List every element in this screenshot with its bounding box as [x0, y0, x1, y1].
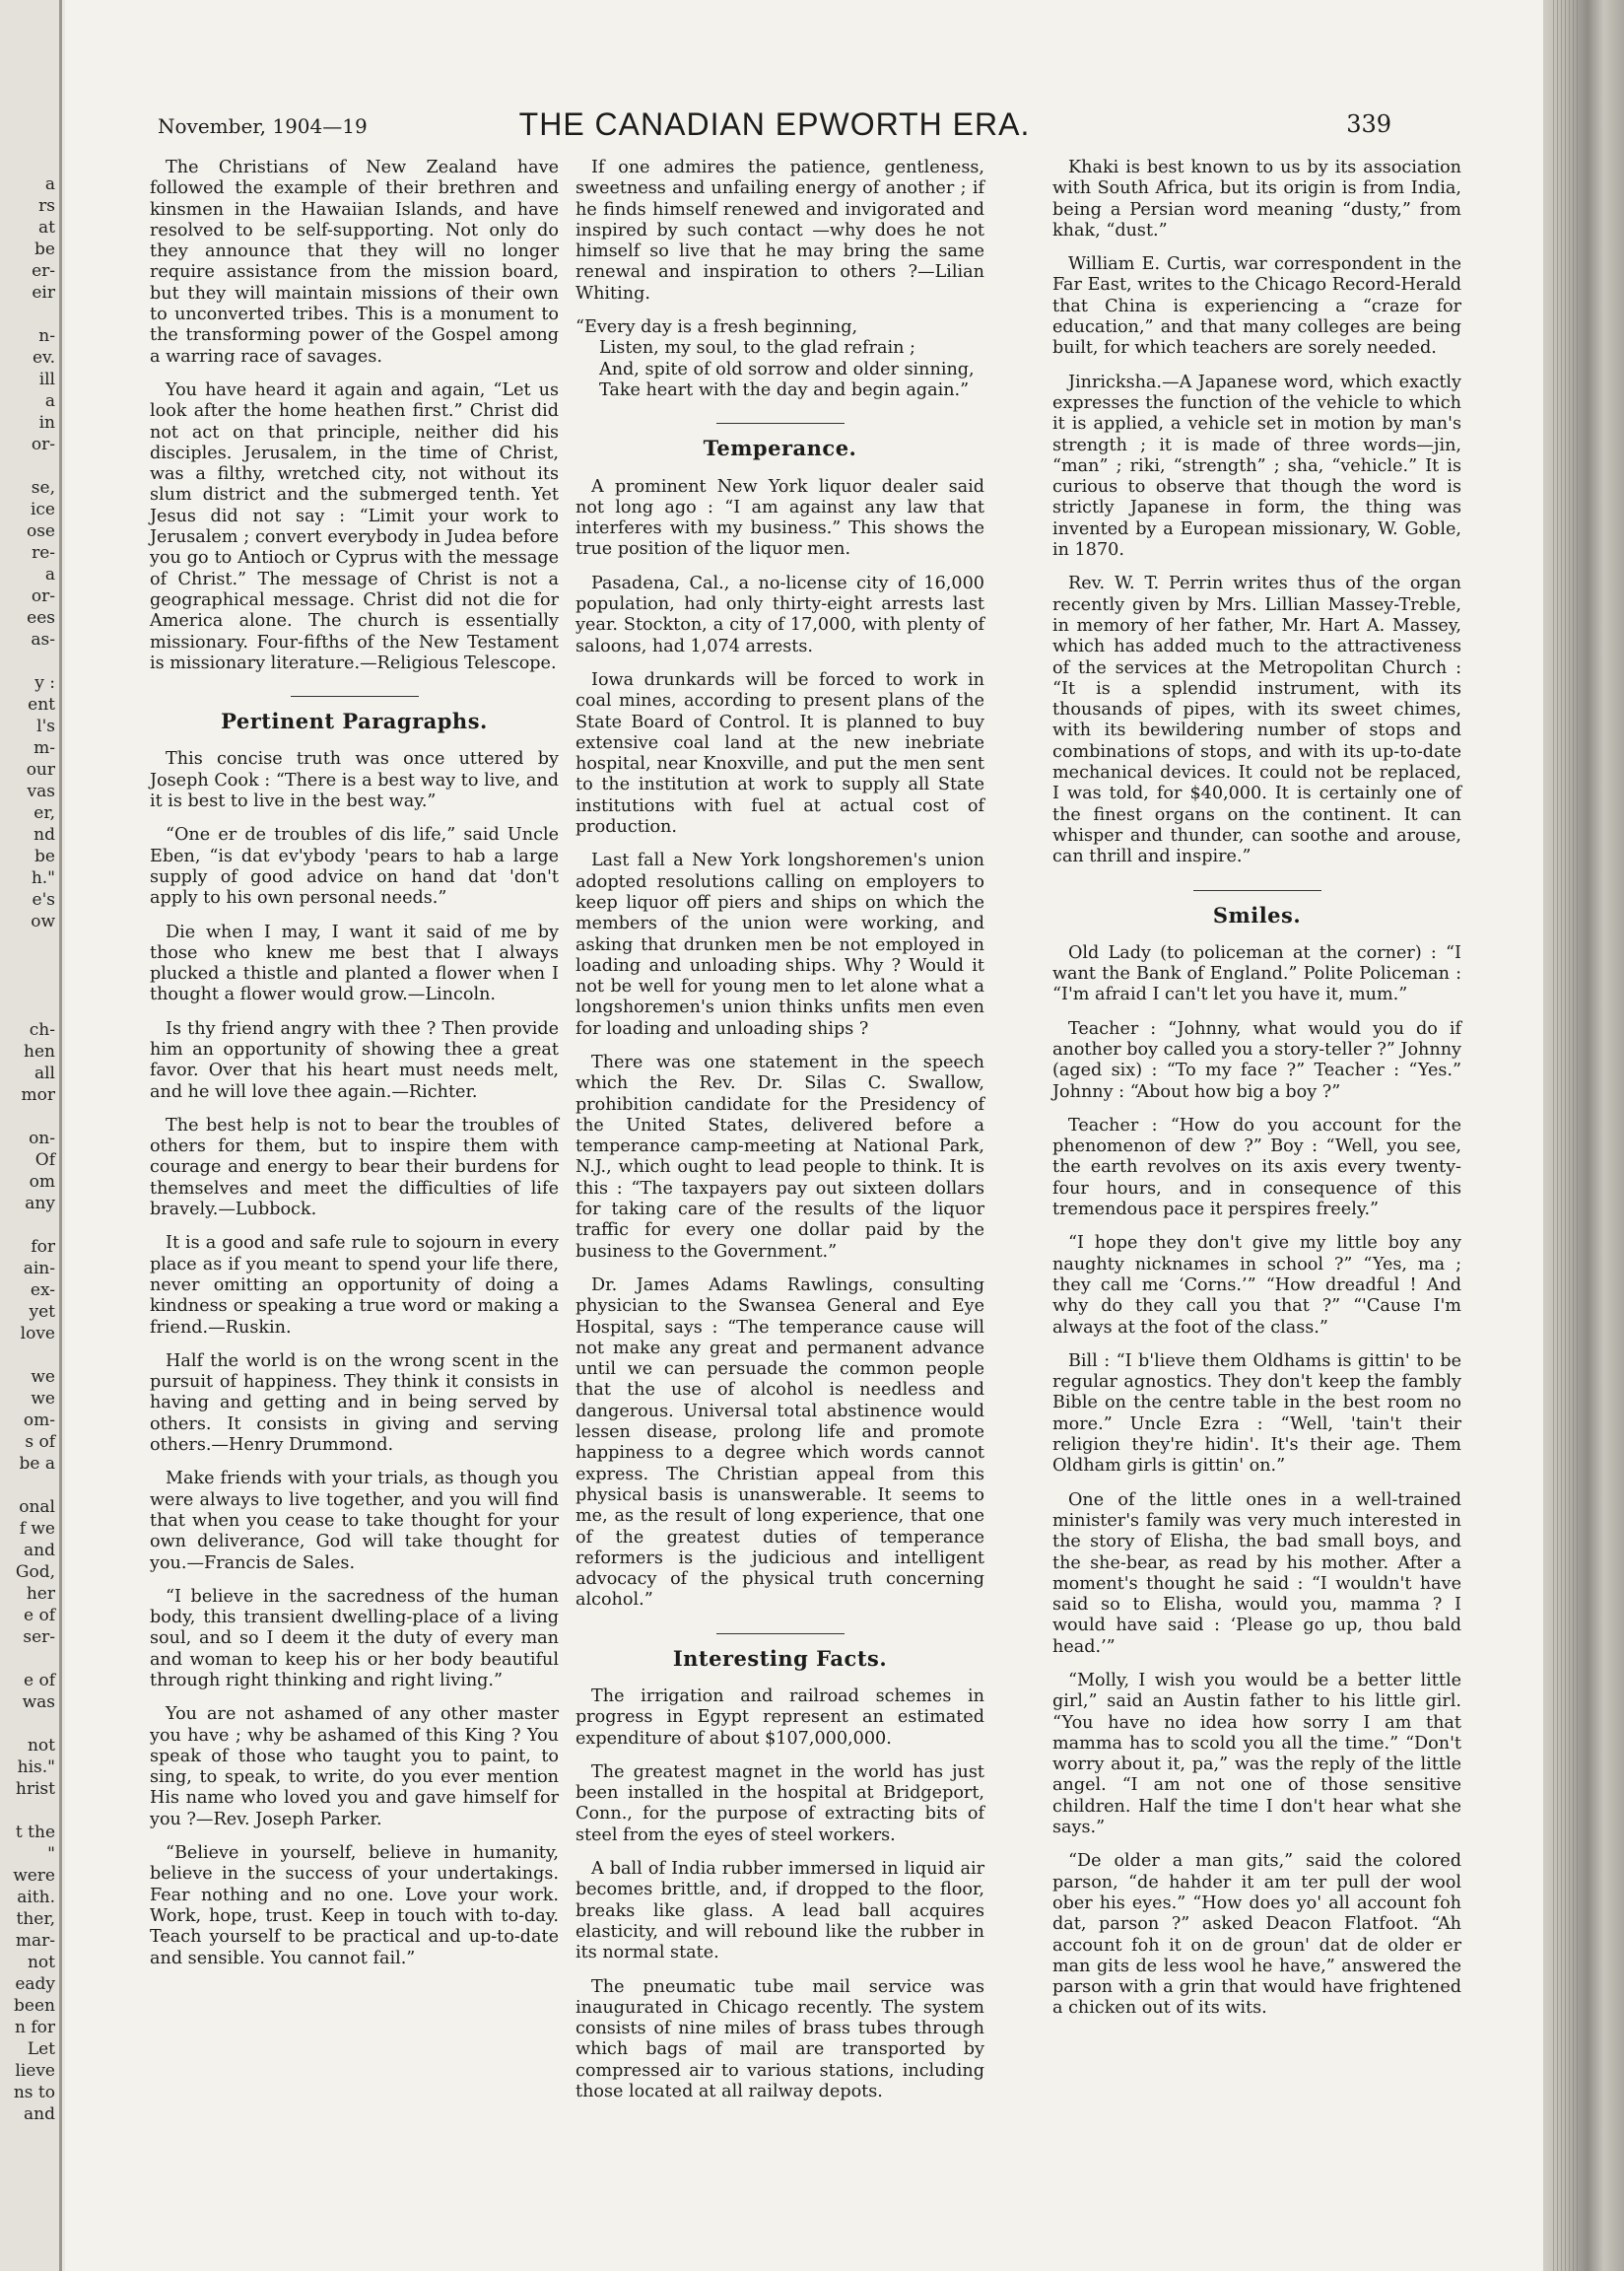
margin-fragment: Of	[34, 1150, 55, 1170]
section-heading: Pertinent Paragraphs.	[221, 709, 488, 734]
margin-fragment: a	[44, 174, 55, 194]
column-middle	[575, 158, 984, 2115]
margin-fragment: l's	[36, 717, 55, 736]
paragraph: “I hope they don't give my little boy any naughty nicknames in school ?” “Yes, ma ; they call me ‘Corns.’” “How dreadful ! And why do they call you that ?” “'Cause I'm always at the foot of the class.”	[1052, 1233, 1461, 1338]
margin-fragment: yet	[29, 1302, 55, 1322]
paragraph: Old Lady (to policeman at the corner) : “I want the Bank of England.” Polite Policeman : “I'm afraid I can't let you have it, mum.”	[1052, 942, 1461, 1005]
margin-fragment: onal	[19, 1497, 55, 1517]
margin-fragment: y :	[34, 673, 55, 693]
margin-fragment: we	[31, 1389, 55, 1409]
margin-fragment: s of	[25, 1432, 55, 1452]
margin-fragment: ain-	[23, 1259, 55, 1278]
paragraph: “Believe in yourself, believe in humanity, believe in the success of your undertakings. Fear nothing and no one. Love your work. Work, hope, trust. Keep in touch with to-day. Teach yourself to be practical and up-to-date and sensible. You cannot fail.”	[150, 1843, 559, 1968]
margin-fragment: his."	[17, 1757, 55, 1777]
margin-fragment: ns to	[13, 2083, 55, 2102]
margin-fragment: se,	[31, 478, 55, 498]
margin-fragment: or-	[31, 435, 55, 454]
margin-fragment: at	[38, 218, 55, 238]
column-left	[150, 158, 559, 1982]
section-divider	[1193, 890, 1321, 891]
margin-fragment: h."	[31, 868, 55, 888]
page-header	[95, 106, 1455, 146]
margin-fragment: or-	[31, 586, 55, 606]
margin-fragment: lieve	[15, 2061, 55, 2081]
paragraph: Teacher : “Johnny, what would you do if another boy called you a story-teller ?” Johnny (aged six) : “To my face ?” Teacher : “Yes.” Johnny : “About how big a boy ?”	[1052, 1018, 1461, 1102]
margin-fragment: we	[31, 1367, 55, 1387]
margin-fragment: eir	[32, 283, 55, 303]
margin-fragment: ex-	[30, 1280, 55, 1300]
margin-fragment: n-	[38, 326, 55, 346]
margin-fragment: ch-	[29, 1020, 55, 1040]
margin-fragment: a	[44, 391, 55, 411]
paragraph: Half the world is on the wrong scent in the pursuit of happiness. They think it consists in having and getting and in being served by others. It consists in giving and serving others.—Henry Drummond.	[150, 1350, 559, 1456]
paragraph: Bill : “I b'lieve them Oldhams is gittin' to be regular agnostics. They don't keep the fambly Bible on the centre table in the best room no more.” Uncle Ezra : “Well, 'tain't their religion they're hidin'. It's their age. Them Oldham girls is gittin' on.”	[1052, 1350, 1461, 1477]
margin-fragment: mar-	[15, 1931, 55, 1951]
paragraph: The pneumatic tube mail service was inaugurated in Chicago recently. The system consists of nine miles of brass tubes through which bags of mail are transported by compressed air to various stations, including those located at all railway depots.	[575, 1976, 984, 2102]
verse-line: “Every day is a fresh beginning,	[575, 317, 858, 338]
margin-fragment: for	[31, 1237, 55, 1257]
margin-fragment: a	[44, 565, 55, 585]
column-right	[1052, 158, 1461, 2032]
margin-fragment: and	[24, 1541, 55, 1560]
margin-fragment: e's	[32, 890, 55, 910]
margin-fragment: aith.	[17, 1888, 55, 1907]
paragraph: “De older a man gits,” said the colored parson, “de hahder it am ter pull der wool ober his eyes.” “How does yo' all account foh dat, parson ?” asked Deacon Flatfoot. “Ah account foh it on de groun' dat de older er man gits de less wool he have,” answered the parson with a grin that would have frightened a chicken out of its wits.	[1052, 1851, 1461, 2019]
paragraph: Iowa drunkards will be forced to work in coal mines, according to present plans of the State Board of Control. It is planned to buy extensive coal land at the new inebriate hospital, near Knoxville, and put the men sent to the institution at work to supply all State institutions with fuel at actual cost of production.	[575, 669, 984, 838]
paragraph: Last fall a New York longshoremen's union adopted resolutions calling on employers to keep liquor off piers and ships on which the members of the union were working, and asking that drunken men be not employed in loading and unloading ships. Why ? Would it not be well for young men to let alone what a longshoremen's union thinks unfits men even for loading and unloading ships ?	[575, 851, 984, 1039]
paragraph: Teacher : “How do you account for the phenomenon of dew ?” Boy : “Well, you see, the earth revolves on its axis every twenty-four hours, and in consequence of this tremendous pace it perspires freely.”	[1052, 1115, 1461, 1220]
margin-fragment: m-	[34, 738, 55, 758]
margin-fragment: vas	[27, 782, 55, 801]
margin-fragment: e of	[24, 1671, 55, 1690]
margin-fragment: ow	[31, 912, 55, 931]
margin-fragment: ose	[26, 521, 55, 541]
margin-fragment: t the	[15, 1823, 55, 1842]
margin-fragment: and	[24, 2104, 55, 2124]
margin-fragment: hen	[24, 1042, 55, 1062]
paragraph: You have heard it again and again, “Let us look after the home heathen first.” Christ did not act on that principle, neither did his disciples. Jerusalem, in the time of Christ, was a filthy, wretched city, not without its slum district and the submerged tenth. Yet Jesus did not say : “Limit your work to Jerusalem ; convert everybody in Judea before you go to Antioch or Cyprus with the message of Christ.” The message of Christ is not a geographical message. Christ did not die for America alone. The church is essentially missionary. Four-fifths of the New Testament is missionary literature.—Religious Telescope.	[150, 379, 559, 673]
page-number: 339	[1346, 110, 1391, 138]
margin-fragment: "	[47, 1844, 55, 1864]
margin-fragment: her	[26, 1584, 55, 1604]
margin-fragment: er-	[32, 261, 55, 281]
margin-fragment: any	[25, 1194, 55, 1213]
paragraph: A prominent New York liquor dealer said not long ago : “I am against any law that interferes with my business.” This shows the true position of the liquor men.	[575, 476, 984, 560]
paragraph: One of the little ones in a well-trained minister's family was very much interested in the story of Elisha, the bad small boys, and the she-bear, as read by his mother. After a moment's thought he said : “I wouldn't have said so to Elisha, would you, mamma ? I would have said : ‘Please go up, thou bald head.’”	[1052, 1489, 1461, 1657]
margin-fragment: hrist	[15, 1779, 55, 1799]
verse-line: Listen, my soul, to the glad refrain ;	[599, 338, 915, 359]
margin-fragment: be a	[19, 1454, 55, 1474]
margin-fragment: om-	[23, 1411, 55, 1430]
paragraph: “One er de troubles of dis life,” said Uncle Eben, “is dat ev'ybody 'pears to hab a large supply of good advice on hand dat 'don't apply to his own personal needs.”	[150, 825, 559, 909]
margin-fragment: in	[38, 413, 55, 433]
section-divider	[291, 696, 419, 697]
margin-fragment: eady	[15, 1974, 55, 1994]
margin-fragment: ther,	[16, 1909, 55, 1929]
paragraph: There was one statement in the speech which the Rev. Dr. Silas C. Swallow, prohibition candidate for the Presidency of the United States, delivered before a temperance camp-meeting at National Park, N.J., which ought to lead people to think. It is this : “The taxpayers pay out sixteen dollars for taking care of the results of the liquor traffic for every one dollar paid by the business to the Government.”	[575, 1052, 984, 1262]
margin-fragment: be	[34, 847, 55, 866]
paragraph: Pasadena, Cal., a no-license city of 16,000 population, had only thirty-eight arrests last year. Stockton, a city of 17,000, with plenty of saloons, had 1,074 arrests.	[575, 573, 984, 656]
margin-fragment: f we	[19, 1519, 55, 1539]
issue-date: November, 1904—19	[158, 114, 368, 138]
margin-fragment: ice	[30, 500, 55, 519]
margin-fragment: God,	[15, 1562, 55, 1582]
margin-fragment: ser-	[23, 1627, 55, 1647]
margin-fragment: ill	[38, 370, 55, 389]
section-heading: Temperance.	[703, 436, 857, 461]
margin-fragment: re-	[32, 543, 55, 563]
margin-fragment: e of	[24, 1606, 55, 1625]
margin-fragment: ent	[28, 695, 55, 715]
paragraph: “I believe in the sacredness of the human body, this transient dwelling-place of a living soul, and so I deem it the duty of every man and woman to keep his or her body beautiful through right thinking and right living.”	[150, 1586, 559, 1690]
paragraph: Is thy friend angry with thee ? Then provide him an opportunity of showing thee a great favor. Over that his heart must needs melt, and he will love thee again.—Richter.	[150, 1018, 559, 1102]
margin-fragment: on-	[29, 1129, 55, 1148]
verse-line: And, spite of old sorrow and older sinning,	[599, 359, 975, 379]
paragraph: Die when I may, I want it said of me by those who knew me best that I always plucked a thistle and planted a flower when I thought a flower would grow.—Lincoln.	[150, 922, 559, 1005]
section-divider	[716, 423, 845, 424]
magazine-title: THE CANADIAN EPWORTH ERA.	[518, 106, 1031, 142]
paragraph: Make friends with your trials, as though you were always to live together, and you will find that when you cease to take thought for your own deliverance, God will take thought for you.—Francis de Sales.	[150, 1469, 559, 1573]
paragraph: You are not ashamed of any other master you have ; why be ashamed of this King ? You speak of those who taught you to paint, to sing, to speak, to write, do you ever mention His name who loved you and gave himself for you ?—Rev. Joseph Parker.	[150, 1704, 559, 1829]
margin-fragment: were	[13, 1866, 55, 1886]
margin-fragment: ees	[27, 608, 55, 628]
margin-fragment: been	[14, 1996, 55, 2016]
verse-block	[575, 317, 984, 401]
margin-fragment: was	[22, 1692, 55, 1712]
margin-fragment: be	[34, 240, 55, 259]
paragraph: A ball of India rubber immersed in liquid air becomes brittle, and, if dropped to the floor, breaks like glass. A lead ball acquires elasticity, and will rebound like the rubber in its normal state.	[575, 1859, 984, 1963]
paragraph: “Molly, I wish you would be a better little girl,” said an Austin father to his little girl. “You have no idea how sorry I am that mamma has to scold you all the time.” “Don't worry about it, pa,” was the reply of the little angel. “I am not one of those sensitive children. Half the time I don't hear what she says.”	[1052, 1671, 1461, 1838]
margin-fragment: n for	[14, 2018, 55, 2037]
book-spine-edge	[1543, 0, 1624, 2271]
verse-line: Take heart with the day and begin again.”	[599, 379, 970, 400]
margin-fragment: om	[29, 1172, 55, 1192]
margin-fragment: all	[34, 1064, 55, 1083]
paragraph: Dr. James Adams Rawlings, consulting physician to the Swansea General and Eye Hospital, says : “The temperance cause will not make any great and permanent advance until we can persuade the common people that the use of alcohol is needless and dangerous. Universal total abstinence would lessen disease, prolong life and promote happiness to a degree which words cannot express. The Christian appeal from this physical basis is unanswerable. It seems to me, as the result of long experience, that one of the greatest duties of temperance reformers is the judicious and intelligent advocacy of the physical truth concerning alcohol.”	[575, 1274, 984, 1611]
paragraph: This concise truth was once uttered by Joseph Cook : “There is a best way to live, and it is best to live in the best way.”	[150, 749, 559, 812]
paragraph: The Christians of New Zealand have followed the example of their brethren and kinsmen in the Hawaiian Islands, and have resolved to be self-supporting. Not only do they announce that they will no longer require assistance from the mission board, but they will maintain missions of their own to unconverted tribes. This is a monument to the transforming power of the Gospel among a warring race of savages.	[150, 158, 559, 367]
section-heading: Interesting Facts.	[672, 1645, 888, 1671]
paragraph: If one admires the patience, gentleness, sweetness and unfailing energy of another ; if he finds himself renewed and invigorated and inspired by such contact —why does he not himself so live that he may bring the same renewal and inspiration to others ?—Lilian Whiting.	[575, 158, 984, 304]
paragraph: The best help is not to bear the troubles of others for them, but to inspire them with courage and energy to bear their burdens for themselves and meet the difficulties of life bravely.—Lubbock.	[150, 1115, 559, 1220]
margin-fragment: mor	[21, 1085, 55, 1105]
margin-fragment: rs	[38, 196, 55, 216]
paragraph: Rev. W. T. Perrin writes thus of the organ recently given by Mrs. Lillian Massey-Treble, in memory of her father, Mr. Hart A. Massey, which has added much to the attractiveness of the services at the Metropolitan Church : “It is a splendid instrument, with its thousands of pipes, with its sweet chimes, with its bewildering number of stops and combinations of stops, and with its up-to-date mechanical devices. It could not be replaced, I was told, for $40,000. It is certainly one of the finest organs on the continent. It can whisper and thunder, can soothe and arouse, can thrill and inspire.”	[1052, 574, 1461, 867]
margin-fragment: ev.	[32, 348, 55, 368]
paragraph: Jinricksha.—A Japanese word, which exactly expresses the function of the vehicle to which it is applied, a vehicle set in motion by man's strength ; it is made of three words—jin, “man” ; riki, “strength” ; sha, “vehicle.” It is curious to observe that though the word is strictly Japanese in form, the thing was invented by a European missionary, W. Goble, in 1870.	[1052, 372, 1461, 561]
adjacent-page-strip	[0, 0, 62, 2271]
paragraph: The greatest magnet in the world has just been installed in the hospital at Bridgeport, Conn., for the purpose of extracting bits of steel from the eyes of steel workers.	[575, 1761, 984, 1845]
margin-fragment: love	[20, 1324, 55, 1343]
paragraph: It is a good and safe rule to sojourn in every place as if you meant to spend your life there, never omitting an opportunity of doing a kindness or speaking a true word or making a friend.—Ruskin.	[150, 1233, 559, 1338]
margin-fragment: not	[27, 1736, 55, 1755]
margin-fragment: as-	[31, 630, 55, 650]
paragraph: The irrigation and railroad schemes in progress in Egypt represent an estimated expenditure of about $107,000,000.	[575, 1686, 984, 1749]
paragraph: Khaki is best known to us by its association with South Africa, but its origin is from India, being a Persian word meaning “dusty,” from khak, “dust.”	[1052, 158, 1461, 241]
paragraph: William E. Curtis, war correspondent in the Far East, writes to the Chicago Record-Herald that China is experiencing a “craze for education,” and that many colleges are being built, for which teachers are sorely needed.	[1052, 254, 1461, 359]
section-heading: Smiles.	[1212, 902, 1302, 928]
section-divider	[716, 1633, 845, 1634]
margin-fragment: Let	[27, 2039, 55, 2059]
margin-fragment: our	[26, 760, 55, 780]
margin-fragment: not	[27, 1953, 55, 1972]
margin-fragment: nd	[34, 825, 55, 845]
margin-fragment: er,	[34, 803, 55, 823]
